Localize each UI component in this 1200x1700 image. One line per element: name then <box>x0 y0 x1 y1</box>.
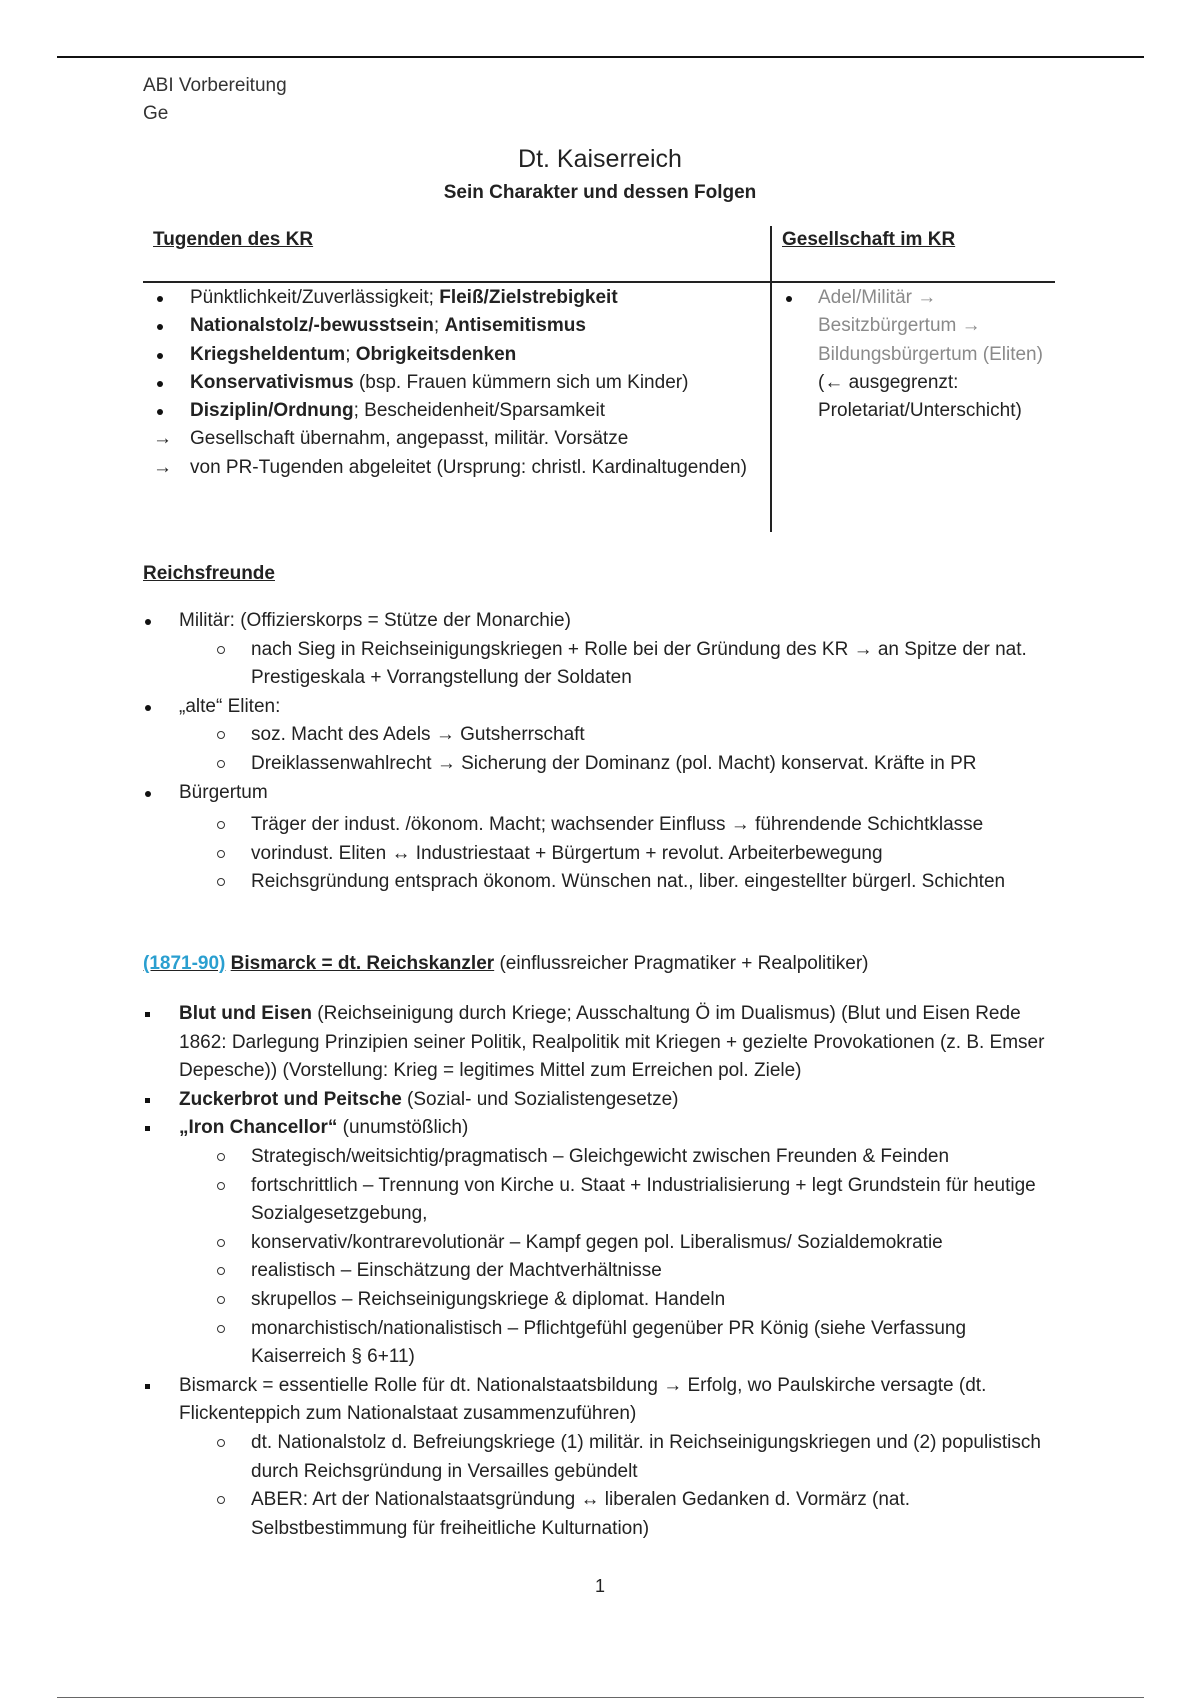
society-cell <box>782 284 1057 425</box>
section-title-reichsfreunde: Reichsfreunde <box>143 563 275 584</box>
section-title-bismarck <box>143 953 869 975</box>
list-item: Kriegsheldentum; Obrigkeitsdenken <box>190 343 517 365</box>
list-item: nach Sieg in Reichseinigungskriegen + Rolle bei der Gründung des KR → an Spitze der nat. Prestigeskala + Vorrangstellung der Soldaten <box>143 636 1063 693</box>
bottom-rule <box>57 1697 1144 1698</box>
list-item: Konservativismus (bsp. Frauen kümmern sich um Kinder) <box>190 371 689 393</box>
page-subtitle: Sein Charakter und dessen Folgen <box>443 182 757 203</box>
reichsfreunde-list <box>143 607 1063 897</box>
society-hierarchy: Adel/Militär → Besitzbürgertum → Bildungsbürgertum (Eliten) <box>818 287 1043 365</box>
arrow-right-icon: → <box>153 456 172 478</box>
list-item: konservativ/kontrarevolutionär – Kampf gegen pol. Liberalismus/ Sozialdemokratie <box>143 1229 1063 1258</box>
list-item: „Iron Chancellor“ (unumstößlich) <box>143 1114 1063 1143</box>
bismarck-subtitle: (einflussreicher Pragmatiker + Realpolitiker) <box>494 953 869 974</box>
top-rule <box>57 56 1144 58</box>
bullet-icon <box>786 296 792 302</box>
list-item: Nationalstolz/-bewusstsein; Antisemitismus <box>190 315 586 337</box>
list-item: Zuckerbrot und Peitsche (Sozial- und Sozialistengesetze) <box>143 1086 1063 1115</box>
list-item: Dreiklassenwahlrecht → Sicherung der Dominanz (pol. Macht) konservat. Kräfte in PR <box>143 750 1063 779</box>
bismarck-years: (1871-90) <box>143 953 226 974</box>
document-header <box>143 72 287 128</box>
header-line-2: Ge <box>143 103 169 124</box>
list-item: skrupellos – Reichseinigungskriege & diplomat. Handeln <box>143 1286 1063 1315</box>
table-vertical-divider <box>770 226 772 532</box>
list-item: Träger der indust. /ökonom. Macht; wachsender Einfluss → führendende Schichtklasse <box>143 811 1063 840</box>
list-item: monarchistisch/nationalistisch – Pflichtgefühl gegenüber PR König (siehe Verfassung Kaiserreich § 6+11) <box>143 1315 1063 1372</box>
list-item: „alte“ Eliten: <box>143 693 1063 722</box>
bismarck-title: Bismarck = dt. Reichskanzler <box>230 953 495 974</box>
virtues-list <box>153 284 753 482</box>
bismarck-list <box>143 1000 1063 1543</box>
page-number: 1 <box>594 1576 605 1596</box>
table-head-society: Gesellschaft im KR <box>782 229 956 250</box>
list-item: ABER: Art der Nationalstaatsgründung ↔ liberalen Gedanken d. Vormärz (nat. Selbstbestimmung für freiheitliche Kulturnation) <box>143 1486 1063 1543</box>
header-line-1: ABI Vorbereitung <box>143 75 287 96</box>
arrow-right-icon: → <box>153 428 172 450</box>
list-item: Blut und Eisen (Reichseinigung durch Kriege; Ausschaltung Ö im Dualismus) (Blut und Eisen Rede 1862: Darlegung Prinzipien seiner Politik, Realpolitik mit Kriegen + gezielte Provokationen (z. B. Emser Depesche)) (Vorstellung: Krieg = legitimes Mittel zum Erreichen pol. Ziele) <box>143 1000 1063 1086</box>
table-horizontal-divider <box>143 281 1055 283</box>
list-item: → von PR-Tugenden abgeleitet (Ursprung: christl. Kardinaltugenden) <box>153 454 753 482</box>
table-head-virtues: Tugenden des KR <box>153 229 314 250</box>
list-item: Militär: (Offizierskorps = Stütze der Monarchie) <box>143 607 1063 636</box>
list-item: realistisch – Einschätzung der Machtverhältnisse <box>143 1257 1063 1286</box>
society-excluded: (← ausgegrenzt: Proletariat/Unterschicht) <box>818 371 1022 422</box>
page-title: Dt. Kaiserreich <box>518 145 682 173</box>
list-item: Bismarck = essentielle Rolle für dt. Nationalstaatsbildung → Erfolg, wo Paulskirche versagte (dt. Flickenteppich zum Nationalstaat zusammenzuführen) <box>143 1372 1063 1429</box>
list-item: Bürgertum <box>143 779 1063 808</box>
list-item: → Gesellschaft übernahm, angepasst, militär. Vorsätze <box>153 425 753 453</box>
list-item: Strategisch/weitsichtig/pragmatisch – Gleichgewicht zwischen Freunden & Feinden <box>143 1143 1063 1172</box>
list-item: fortschrittlich – Trennung von Kirche u. Staat + Industrialisierung + legt Grundstein für heutige Sozialgesetzgebung, <box>143 1172 1063 1229</box>
list-item: dt. Nationalstolz d. Befreiungskriege (1) militär. in Reichseinigungskriegen und (2) populistisch durch Reichsgründung in Versailles gebündelt <box>143 1429 1063 1486</box>
list-item: Reichsgründung entsprach ökonom. Wünschen nat., liber. eingestellter bürgerl. Schichten <box>143 868 1063 897</box>
list-item: Disziplin/Ordnung; Bescheidenheit/Sparsamkeit <box>190 400 605 422</box>
list-item: soz. Macht des Adels → Gutsherrschaft <box>143 721 1063 750</box>
list-item: Pünktlichkeit/Zuverlässigkeit; Fleiß/Zielstrebigkeit <box>190 287 618 308</box>
list-item: vorindust. Eliten ↔ Industriestaat + Bürgertum + revolut. Arbeiterbewegung <box>143 840 1063 869</box>
